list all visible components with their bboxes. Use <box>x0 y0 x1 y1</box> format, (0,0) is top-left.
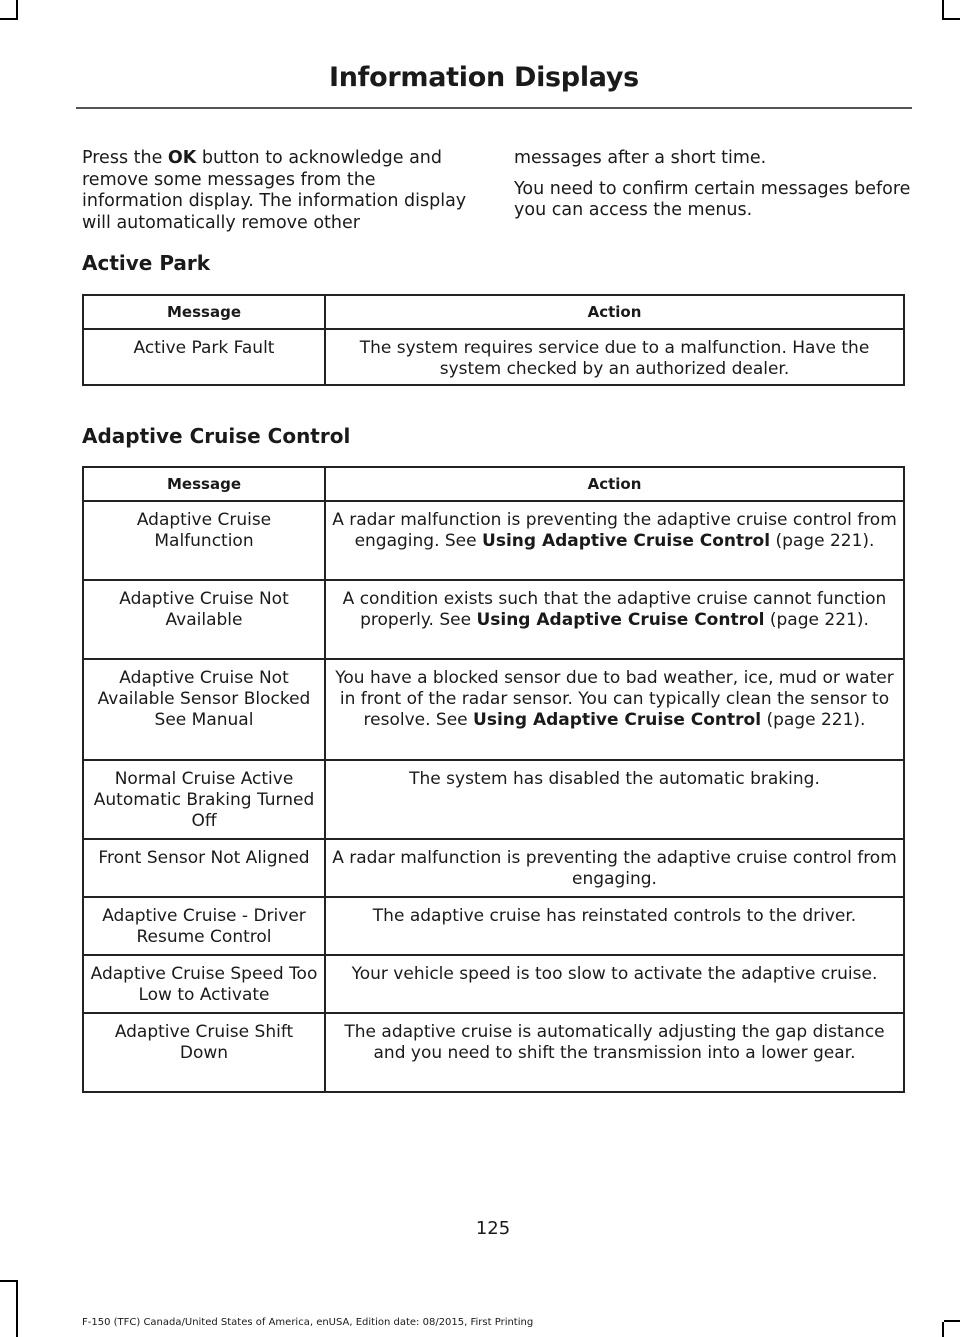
column-header-message: Message <box>83 295 325 329</box>
section-heading-active-park: Active Park <box>82 251 211 275</box>
intro-left <box>82 148 482 243</box>
page-reference: (page 221). <box>764 610 869 630</box>
table-row <box>83 955 904 1013</box>
message-cell: Adaptive Cruise Malfunction <box>83 501 325 580</box>
intro-text: button to acknowledge and remove some messages from the information display. The information display will automatically remove other <box>82 148 467 233</box>
action-text: A condition exists such that the adaptive cruise cannot function properly. See <box>342 589 887 630</box>
message-cell: Adaptive Cruise Shift Down <box>83 1013 325 1092</box>
column-header-action: Action <box>325 467 904 501</box>
header-rule <box>76 107 912 109</box>
action-cell: The adaptive cruise has reinstated controls to the driver. <box>325 897 904 955</box>
crop-mark <box>16 0 18 18</box>
message-cell: Adaptive Cruise - Driver Resume Control <box>83 897 325 955</box>
message-cell: Normal Cruise Active Automatic Braking Turned Off <box>83 760 325 839</box>
page-number: 125 <box>475 1218 511 1239</box>
action-text: You have a blocked sensor due to bad weather, ice, mud or water in front of the radar sensor. You can typically clean the sensor to resolve. See <box>335 668 894 730</box>
table-row <box>83 580 904 659</box>
ok-button-label: OK <box>167 148 197 168</box>
action-cell: A radar malfunction is preventing the adaptive cruise control from engaging. <box>325 839 904 897</box>
page-reference: (page 221). <box>770 531 875 551</box>
table-row <box>83 839 904 897</box>
crop-mark <box>942 1322 944 1337</box>
message-cell: Adaptive Cruise Not Available Sensor Blocked See Manual <box>83 659 325 760</box>
action-cell <box>325 659 904 760</box>
table-row <box>83 760 904 839</box>
action-cell: The adaptive cruise is automatically adjusting the gap distance and you need to shift the transmission into a lower gear. <box>325 1013 904 1092</box>
table-row <box>83 329 904 385</box>
intro-text: Press the <box>82 148 168 168</box>
action-cell <box>325 580 904 659</box>
footer-edition-note: F-150 (TFC) Canada/United States of America, enUSA, Edition date: 08/2015, First Printing <box>82 1317 534 1328</box>
table-row <box>83 659 904 760</box>
table-row <box>83 897 904 955</box>
page-reference: (page 221). <box>761 710 866 730</box>
message-cell: Adaptive Cruise Speed Too Low to Activate <box>83 955 325 1013</box>
section-heading-adaptive-cruise: Adaptive Cruise Control <box>82 424 351 448</box>
action-cell <box>325 501 904 580</box>
crop-mark <box>942 18 960 20</box>
crop-mark <box>0 18 18 20</box>
action-text: A radar malfunction is preventing the adaptive cruise control from engaging. See <box>332 510 897 551</box>
intro-paragraph: messages after a short time. <box>514 148 767 168</box>
page-title: Information Displays <box>329 62 639 93</box>
intro-right <box>514 148 914 231</box>
active-park-table <box>82 294 905 386</box>
action-cell: The system has disabled the automatic braking. <box>325 760 904 839</box>
column-header-action: Action <box>325 295 904 329</box>
action-cell: Your vehicle speed is too slow to activate the adaptive cruise. <box>325 955 904 1013</box>
adaptive-cruise-table <box>82 466 905 1093</box>
table-row <box>83 501 904 580</box>
crop-mark <box>16 1280 18 1337</box>
table-row <box>83 1013 904 1092</box>
cross-reference-link[interactable]: Using Adaptive Cruise Control <box>482 531 771 551</box>
message-cell: Front Sensor Not Aligned <box>83 839 325 897</box>
crop-mark <box>944 1320 960 1322</box>
message-cell: Active Park Fault <box>83 329 325 385</box>
crop-mark <box>942 0 944 18</box>
message-cell: Adaptive Cruise Not Available <box>83 580 325 659</box>
cross-reference-link[interactable]: Using Adaptive Cruise Control <box>476 610 765 630</box>
column-header-message: Message <box>83 467 325 501</box>
cross-reference-link[interactable]: Using Adaptive Cruise Control <box>473 710 762 730</box>
crop-mark <box>0 1280 18 1282</box>
intro-paragraph <box>82 148 482 234</box>
action-cell: The system requires service due to a malfunction. Have the system checked by an authorized dealer. <box>325 329 904 385</box>
intro-paragraph: You need to confirm certain messages before you can access the menus. <box>514 178 911 220</box>
